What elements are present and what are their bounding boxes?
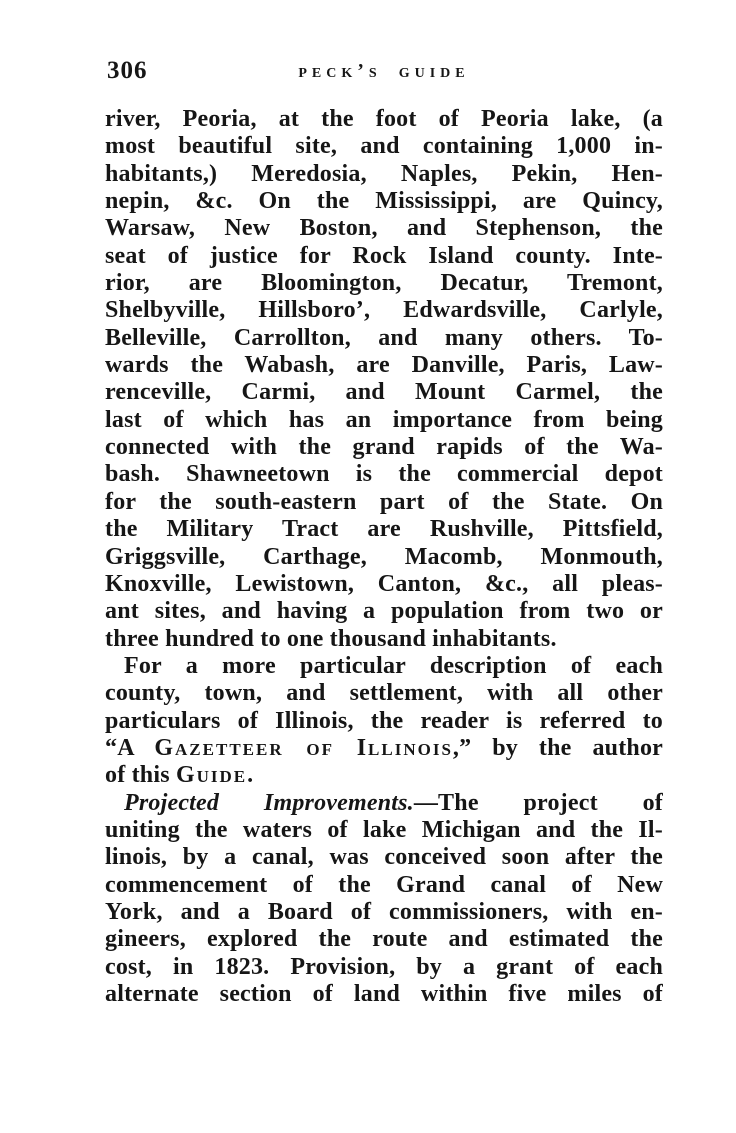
text-line	[105, 461, 663, 488]
text-segment: last of which has an importance from being	[105, 406, 663, 433]
text-line	[105, 407, 663, 434]
text-segment: habitants,) Meredosia, Naples, Pekin, Hen-	[105, 160, 663, 187]
text-line	[105, 188, 663, 215]
text-segment: for the south-eastern part of the State. On	[105, 488, 663, 515]
text-line	[105, 626, 663, 653]
text-segment: county, town, and settlement, with all other	[105, 680, 663, 707]
text-segment: For a more particular description of each	[124, 652, 663, 679]
text-segment: river, Peoria, at the foot of Peoria lake, (a	[105, 106, 663, 132]
text-line	[105, 817, 663, 844]
text-line	[105, 899, 663, 926]
text-segment: nepin, &c. On the Mississippi, are Quincy,	[105, 188, 663, 215]
text-segment: ant sites, and having a population from two or	[105, 598, 663, 625]
text-segment: .	[247, 762, 254, 789]
text-segment: three hundred to one thousand inhabitants.	[105, 625, 557, 652]
text-segment: linois, by a canal, was conceived soon after the	[105, 844, 663, 871]
text-segment: particulars of Illinois, the reader is referred to	[105, 707, 663, 734]
text-segment: most beautiful site, and containing 1,000 in-	[105, 133, 663, 160]
text-segment: Warsaw, New Boston, and Stephenson, the	[105, 215, 663, 242]
text-segment: ,” by the author	[452, 734, 663, 761]
text-line	[105, 735, 663, 762]
text-line	[105, 215, 663, 242]
italic-text: Projected Improvements.	[124, 789, 414, 816]
text-line	[105, 270, 663, 297]
small-caps-text: Guide	[175, 762, 248, 789]
page-body	[105, 106, 663, 1008]
text-segment: connected with the grand rapids of the Wa-	[105, 434, 663, 461]
text-line	[105, 571, 663, 598]
text-segment: Shelbyville, Hillsboro’, Edwardsville, Carlyle,	[105, 297, 663, 324]
text-segment: commencement of the Grand canal of New	[105, 871, 663, 898]
text-segment: cost, in 1823. Provision, by a grant of each	[105, 953, 663, 980]
text-line	[105, 106, 663, 133]
text-segment: renceville, Carmi, and Mount Carmel, the	[105, 379, 663, 406]
text-line	[105, 297, 663, 324]
text-line	[105, 352, 663, 379]
text-line	[105, 434, 663, 461]
text-segment: Belleville, Carrollton, and many others. To-	[105, 324, 663, 351]
page-number: 306	[107, 57, 148, 84]
text-segment: alternate section of land within five miles of	[105, 981, 663, 1007]
text-segment: —The project of	[413, 789, 663, 816]
small-caps-text: Gazetteer of Illinois	[154, 734, 453, 761]
text-segment: “A	[105, 734, 155, 761]
text-segment: of this	[105, 762, 176, 789]
text-line	[105, 872, 663, 899]
text-line	[105, 133, 663, 160]
text-segment: rior, are Bloomington, Decatur, Tremont,	[105, 270, 663, 297]
text-line	[105, 243, 663, 270]
text-line	[105, 762, 663, 789]
text-segment: Griggsville, Carthage, Macomb, Monmouth,	[105, 543, 663, 570]
text-segment: wards the Wabash, are Danville, Paris, Law-	[105, 352, 663, 379]
text-segment: seat of justice for Rock Island county. Inte-	[105, 242, 663, 269]
text-line	[105, 161, 663, 188]
text-line	[105, 926, 663, 953]
text-segment: Knoxville, Lewistown, Canton, &c., all pleas-	[105, 570, 663, 597]
text-segment: York, and a Board of commissioners, with en-	[105, 898, 663, 925]
text-line	[105, 954, 663, 981]
text-line	[105, 379, 663, 406]
text-line	[105, 516, 663, 543]
text-line	[105, 790, 663, 817]
text-line	[105, 653, 663, 680]
text-line	[105, 708, 663, 735]
running-title: peck’s guide	[298, 60, 470, 82]
text-segment: bash. Shawneetown is the commercial depot	[105, 461, 663, 488]
text-line	[105, 544, 663, 571]
text-line	[105, 844, 663, 871]
text-line	[105, 489, 663, 516]
text-line	[105, 598, 663, 625]
page-header	[105, 57, 663, 87]
text-segment: gineers, explored the route and estimated the	[105, 926, 663, 953]
text-line	[105, 981, 663, 1008]
text-line	[105, 680, 663, 707]
text-line	[105, 325, 663, 352]
text-segment: uniting the waters of lake Michigan and the Il-	[105, 816, 663, 843]
text-segment: the Military Tract are Rushville, Pittsfield,	[105, 516, 663, 543]
